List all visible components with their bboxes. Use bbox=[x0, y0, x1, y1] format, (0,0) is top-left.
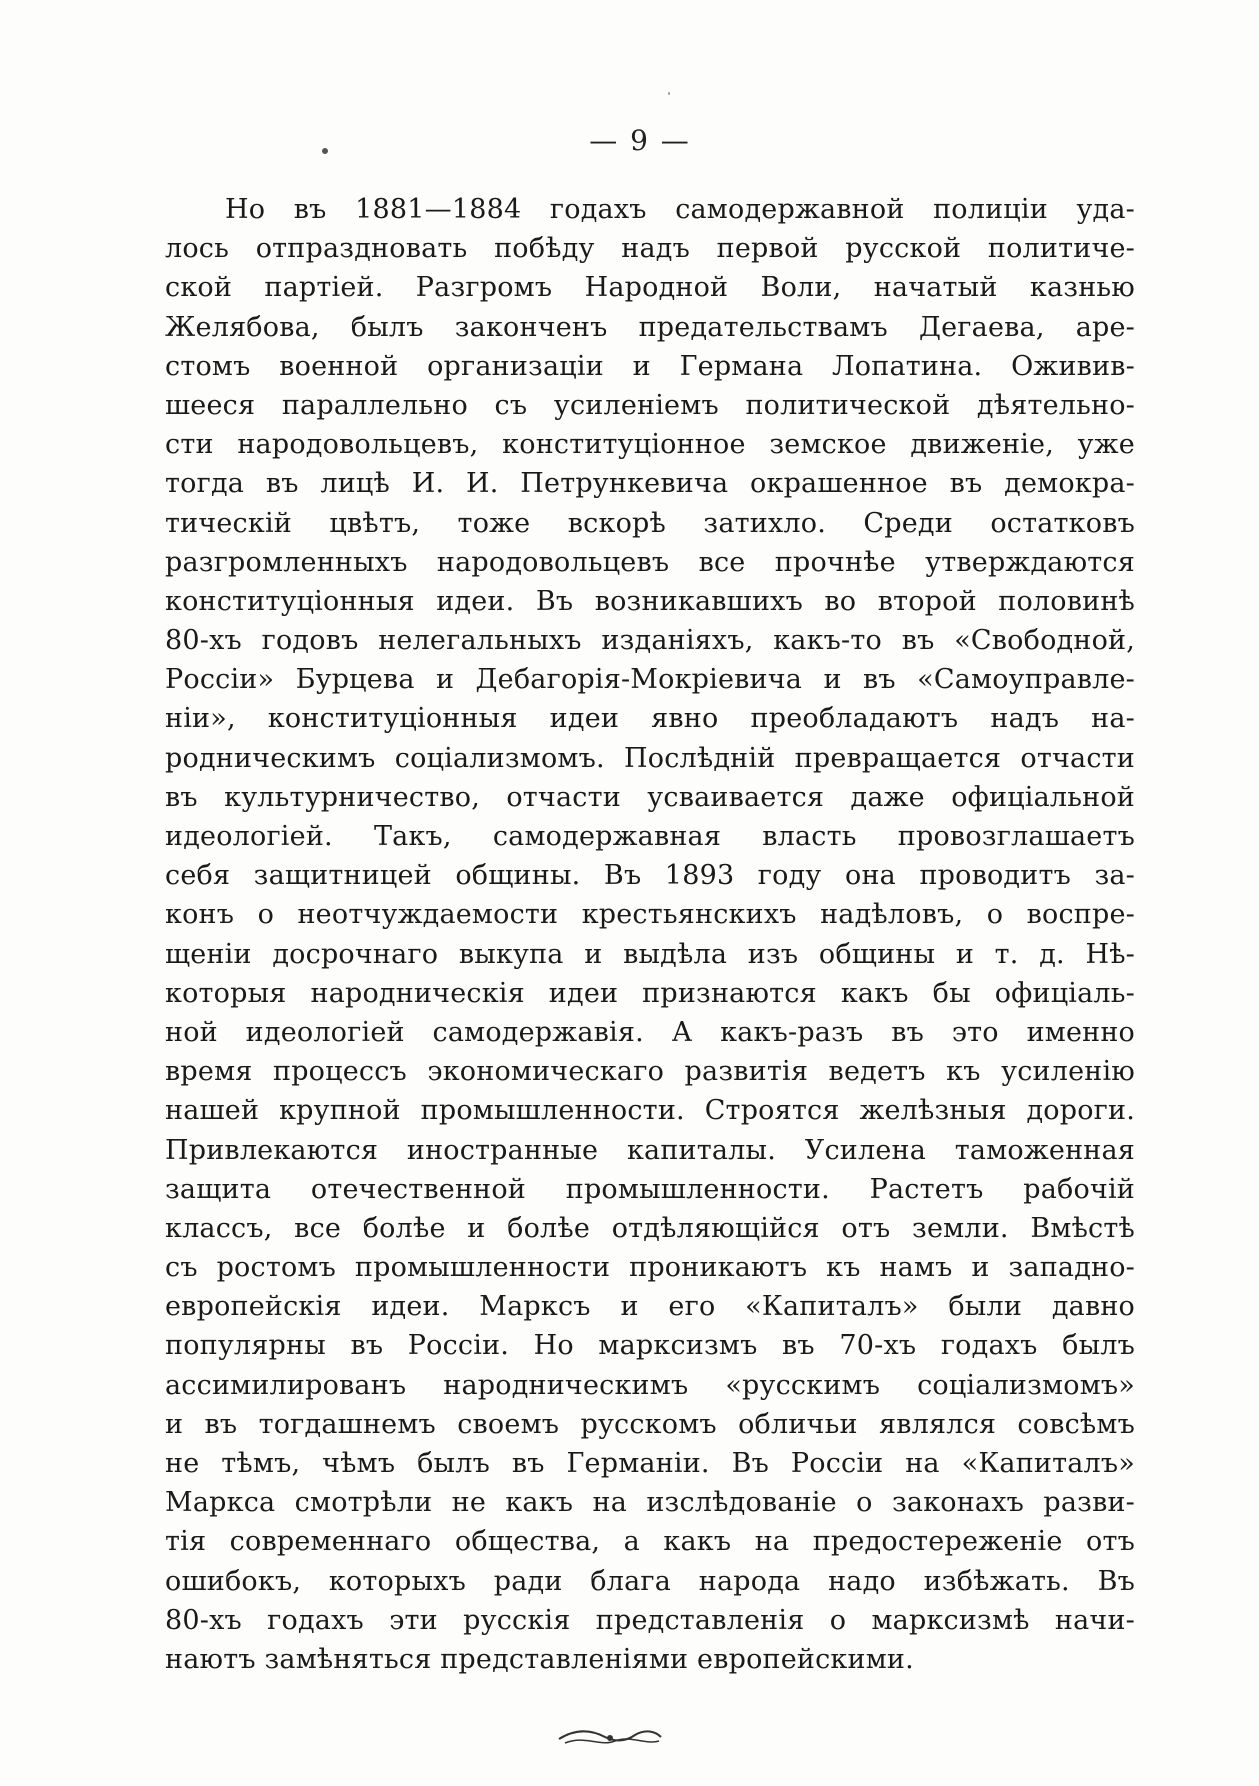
text-line: лось отпраздновать побѣду надъ первой русской политиче- bbox=[165, 233, 1135, 265]
text-line: тія современнаго общества, а какъ на предостереженіе отъ bbox=[165, 1526, 1135, 1558]
text-line: ной идеологіей самодержавія. А какъ-разъ въ это именно bbox=[165, 1016, 1135, 1048]
text-line: ніи», конституціонныя идеи явно преобладаютъ надъ на- bbox=[165, 703, 1135, 735]
text-line: ассимилированъ народническимъ «русскимъ соціализмомъ» bbox=[165, 1369, 1135, 1401]
text-line: родническимъ соціализмомъ. Послѣдній превращается отчасти bbox=[165, 742, 1135, 774]
text-line: классъ, все болѣе и болѣе отдѣляющійся отъ земли. Вмѣстѣ bbox=[165, 1212, 1135, 1244]
text-line: ошибокъ, которыхъ ради блага народа надо избѣжать. Въ bbox=[165, 1565, 1135, 1597]
text-line: европейскія идеи. Марксъ и его «Капиталъ» были давно bbox=[165, 1291, 1135, 1323]
text-line: нашей крупной промышленности. Строятся желѣзныя дороги. bbox=[165, 1095, 1135, 1127]
text-line: шееся параллельно съ усиленіемъ политической дѣятельно- bbox=[165, 389, 1135, 421]
text-line: Но въ 1881—1884 годахъ самодержавной полиціи уда- bbox=[225, 194, 1135, 225]
text-line: стомъ военной организаціи и Германа Лопатина. Оживив- bbox=[165, 350, 1135, 382]
text-line: тогда въ лицѣ И. И. Петрункевича окрашенное въ демокра- bbox=[165, 468, 1135, 500]
text-line: защита отечественной промышленности. Растетъ рабочій bbox=[165, 1173, 1135, 1205]
text-line: не тѣмъ, чѣмъ былъ въ Германіи. Въ Россіи на «Капиталъ» bbox=[165, 1448, 1135, 1479]
text-line: Желябова, былъ законченъ предательствамъ Дегаева, аре- bbox=[165, 311, 1135, 343]
page-number: — 9 — bbox=[589, 124, 691, 157]
ink-speck bbox=[668, 92, 670, 95]
ink-speck bbox=[322, 148, 328, 154]
text-line: конъ о неотчуждаемости крестьянскихъ надѣловъ, о воспре- bbox=[165, 899, 1135, 931]
text-line: сти народовольцевъ, конституціонное земское движеніе, уже bbox=[165, 429, 1135, 461]
text-line: разгромленныхъ народовольцевъ все прочнѣе утверждаются bbox=[165, 546, 1135, 578]
text-line: и въ тогдашнемъ своемъ русскомъ обличьи являлся совсѣмъ bbox=[165, 1408, 1135, 1440]
body-text bbox=[165, 190, 1135, 1679]
text-line: щеніи досрочнаго выкупа и выдѣла изъ общины и т. д. Нѣ- bbox=[165, 938, 1135, 970]
text-line: Россіи» Бурцева и Дебагорія-Мокріевича и въ «Самоуправле- bbox=[165, 664, 1135, 696]
text-line: конституціонныя идеи. Въ возникавшихъ во второй половинѣ bbox=[165, 585, 1135, 617]
text-line: Привлекаются иностранные капиталы. Усилена таможенная bbox=[165, 1134, 1135, 1166]
text-line: популярны въ Россіи. Но марксизмъ въ 70-хъ годахъ былъ bbox=[165, 1330, 1135, 1362]
text-line: 80-хъ годахъ эти русскія представленія о марксизмѣ начи- bbox=[165, 1604, 1135, 1636]
text-line: время процессъ экономическаго развитія ведетъ къ усиленію bbox=[165, 1056, 1135, 1088]
text-line: въ культурничество, отчасти усваивается даже офиціальной bbox=[165, 781, 1135, 813]
text-line: тическій цвѣтъ, тоже вскорѣ затихло. Среди остатковъ bbox=[165, 507, 1135, 539]
ornament-flourish-icon bbox=[555, 1725, 665, 1749]
text-line: идеологіей. Такъ, самодержавная власть провозглашаетъ bbox=[165, 821, 1135, 852]
text-line: 80-хъ годовъ нелегальныхъ изданіяхъ, какъ-то въ «Свободной, bbox=[165, 625, 1135, 657]
text-line: себя защитницей общины. Въ 1893 году она проводитъ за- bbox=[165, 860, 1135, 892]
text-line: съ ростомъ промышленности проникаютъ къ намъ и западно- bbox=[165, 1252, 1135, 1284]
text-line: Маркса смотрѣли не какъ на изслѣдованіе о законахъ разви- bbox=[165, 1487, 1135, 1519]
text-line: которыя народническія идеи признаются какъ бы офиціаль- bbox=[165, 977, 1135, 1009]
text-line: наютъ замѣняться представленіями европейскими. bbox=[165, 1643, 914, 1675]
text-line: ской партіей. Разгромъ Народной Воли, начатый казнью bbox=[165, 272, 1135, 304]
